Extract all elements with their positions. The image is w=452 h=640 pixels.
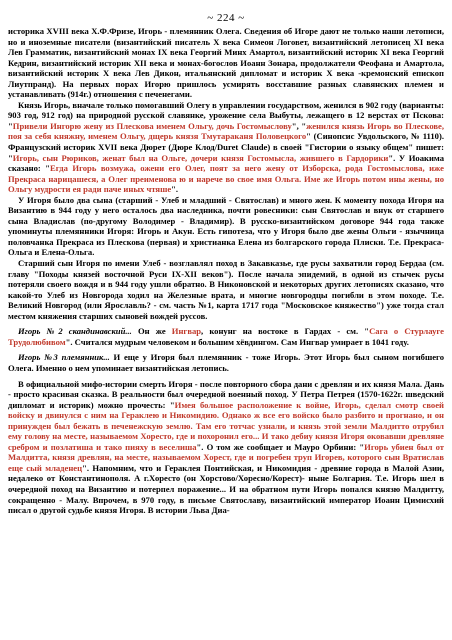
page-number: ~ 224 ~: [207, 12, 245, 24]
paragraph: [8, 379, 444, 516]
text-run: Он же: [137, 326, 172, 337]
text-run: ", ": [291, 120, 307, 131]
quote-highlight: Привели Ингорю жену из Плескова именем Ольгу, дочь Гостомыслову: [12, 120, 292, 131]
text-run: ". У Иоакима сказано: ": [8, 152, 444, 174]
quote-highlight: Игорь убиен был от Малдитта, князя древлян, на месте, называемом Хорест, где и погребен труп Игорев, которого сын Вратислав еще сый младенец: [8, 441, 444, 473]
quote-highlight: Игорь, сын Рюриков, женат был на Ольге, дочери князя Гостомысла, жившего в Гардорики: [12, 152, 389, 163]
text-run: ". Напомним, что и Гераклея Понтийская, и Никомидия - древние города в Малой Азии, недалеко от Константинополя. А г.Хоресто (он Хорстово/Хоресно/Корест)- ныне Болгария. Т.е. Игорь шел в очередной поход на Византию и потерпел поражение... И на обратном пути Игорь попался князю Малдитту, сокращенно - Малу. Впрочем, в 970 году, в письме Святославу, византийский император Иоанн Цимисхий писал о другой судьбе князя Игоря. В истории Льва Диа-: [8, 462, 444, 516]
text-run: ". Считался мудрым человеком и большим хёвдингом. Сам Ингвар умирает в 1041 году.: [65, 336, 409, 347]
text-run: " (Синопсис Увдольского, № 1110). Французский историк XVII века Дюрет (Дюре Клод/Duret Claude) в своей "Гистории о языку общем" пишет: ": [8, 131, 444, 163]
text-run: Князь Игорь, вначале только помогавший Олегу в управлении государством, женился в 902 году (варианты: 903 год, 912 год) на природной русской славянке, урожение села Выбуты, лежащего в 12 верстах от Пскова: ": [8, 99, 444, 131]
quote-highlight: Имея большое расположение к войне, Игорь, сделал смотр своей войску и двинулся с ним на Гераклею и Никомидию. Однако ж все его войско было разбито и прогнано, и он принужден был бежать в печенежскую землю. Там его тотчас узнали, и князь этой земли Малдитто отрубил ему голову на месте, называемом Хоресто, где и похоронил его... И тако дебиу князя Игоря оковавши древляне сребром и позлатиша и тако пияху в веселиша: [8, 399, 444, 452]
paragraph: [8, 26, 444, 100]
paragraph: [8, 352, 444, 373]
quote-highlight: Сага о Стурлауге Трудолюбивом: [8, 326, 444, 347]
paragraph: [8, 326, 444, 347]
quote-highlight: женился князь Игорь во Плескове, поя за себя княжну, именем Ольгу, дщерь князя Тмутараканя Половецкого: [8, 120, 445, 142]
paragraph: [8, 258, 444, 321]
text-run: историка XVIII века Х.Ф.Фризе, Игорь - племянник Олега. Сведения об Игоре дают не только наши летописи, но и иноземные писатели (византийский писатель X века Симеон Логовет, византийский летописец XI века Лев Грамматик, византийский монах IX века Георгий Минх Амартол, византийский историк XI века Георгий Кедрин, византийский историк XII века и монах-богослов Иоанн Зонара, продолжатели Феофана и Амартола, византийский историк X века Лев Дикон, итальянский дипломат и историк X века -кремонский епископ Лиутпранд). На первых порах Игорю пришлось усмирять восставшие разных славянских племен и устанавливать (914г.) отношения с печенегами.: [8, 26, 444, 100]
text-run: ". О том же сообщает и Мауро Орбини: ": [196, 441, 365, 452]
text-run: ".: [171, 184, 179, 195]
text-run: У Игоря было два сына (старший - Улеб и младший - Святослав) и много жен. К моменту похода Игоря на Византию в 944 году у него осталось два наследника, почти ровесники: сын Святослав и внук от старшего сына Владислав (по-другому Володимер - Владимир). В русско-византийском договоре 944 года также упоминуты племянники Игоря: Игорь и Акун. Есть гипотеза, что у Игоря было две жены Ольги - язычница половчанка Прекраса из Плескова (первая) и христианка Елена из болгарского города Плиски. Т.е. Прекраса-Ольга и Елена-Ольга.: [8, 194, 444, 258]
section-heading-italic: Игорь №2 скандинавский...: [18, 326, 138, 337]
text-run: Старший сын Игоря по имени Улеб - возглавлял поход в Закавказье, где русы захватили город Бердаа (см. главу "Походы князей восточной Руси IX-XII веков"). После начала эпидемий, в одной из стычек русы потеряли своего вождя и в 944 году ушли обратно. В Никоновской и некоторых других летописях сказано, что какой-то Улеб из Новгорода ходил на Железные врата, и многие новгородцы погибли в этом походе. Т.е. Великий Новгород (или Ярославль? - см. часть №1, карта 1717 года "Московское княжество") уже тогда стал местом княжения старших сыновей вождей руссов.: [8, 258, 444, 321]
paragraph: [8, 195, 444, 258]
quote-highlight: Егда Игорь возмужа, ожени его Олег, поят за него жену от Изборска, рода Гостомыслова, иже Прекраса нарицашеся, а Олег преименова ю и нарече во свое имя Ольга. Име же Игорь потом ины жены, но Ольгу мудрости ея ради паче иных чтяше: [8, 163, 444, 195]
text-run: В официальной мифо-истории смерть Игоря - после повторного сбора дани с древлян и их князя Мала. Дань - просто красивая сказка. В реальности был очередной военный поход. У Петра Петрея (1570-1622г. шведский дипломат и историк) можно прочесть: ": [8, 378, 444, 410]
paragraph: [8, 100, 444, 195]
quote-highlight: Ингвар: [171, 326, 202, 337]
text-run: И еще у Игоря был племянник - тоже Игорь. Этот Игорь был сыном погибшего Олега. Именно о нем упоминает византийская летопись.: [8, 352, 444, 373]
body-text: [8, 26, 444, 516]
text-run: , конунг на востоке в Гардах - см. ": [201, 326, 370, 337]
section-heading-italic: Игорь №3 племянник...: [18, 352, 110, 363]
